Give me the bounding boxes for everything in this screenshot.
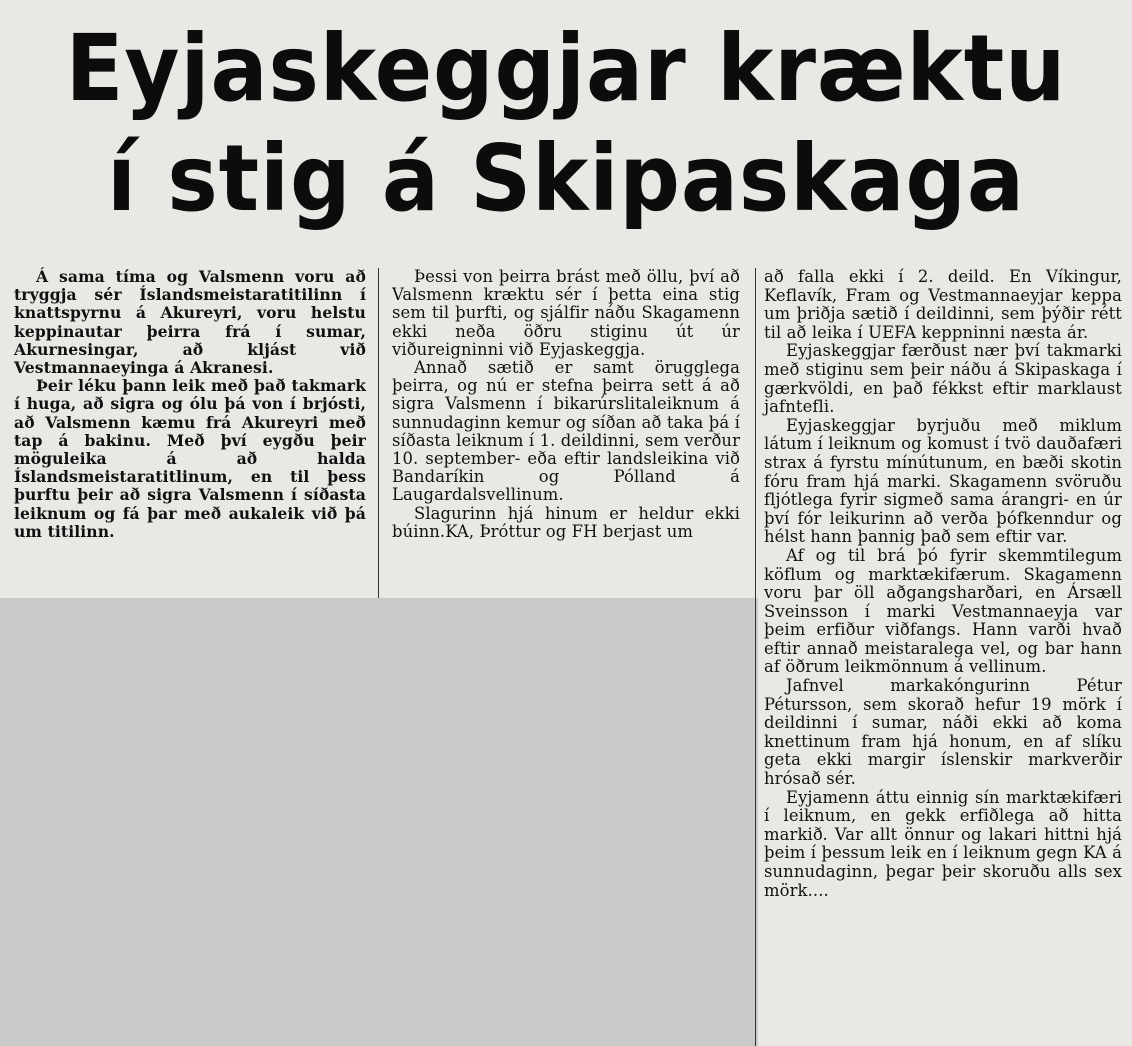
article-column-3	[764, 268, 1122, 900]
paragraph: Annað sætið er samt örugglega þeirra, og nú er stefna þeirra sett á að sigra Valsmenn í bikarúrslitaleiknum á sunnudaginn kemur og síðan að taka þá í síðasta leiknum í 1. deildinni, sem verður 10. september- eða eftir landsleikina við Bandaríkin og Pólland á Laugardalsvellinum.	[392, 358, 740, 505]
headline-line-1: Eyjaskeggjar kræktu	[65, 15, 1067, 122]
paragraph: Þeir léku þann leik með það takmark í huga, að sigra og ólu þá von í brjósti, að Valsmenn kæmu frá Akureyri með tap á bakinu. Með því eygðu þeir möguleika á að halda Íslandsmeistaratitlinum, en til þess þurftu þeir að sigra Valsmenn í síðasta leiknum og fá þar með aukaleik við þá um titilinn.	[14, 376, 366, 541]
column-divider-1	[378, 268, 379, 598]
paragraph: Af og til brá þó fyrir skemmtilegum köflum og marktækifærum. Skagamenn voru þar öll aðgangsharðari, en Ársæll Sveinsson í marki Vestmannaeyja var þeim erfiður viðfangs. Hann varði hvað eftir annað meistaralega vel, og bar hann af öðrum leikmönnum á vellinum.	[764, 545, 1122, 677]
paragraph: Þessi von þeirra brást með öllu, því að Valsmenn kræktu sér í þetta eina stig sem til þurfti, og sjálfir náðu Skagamenn ekki neða öðru stiginu út úr viðureigninni við Eyjaskeggja.	[392, 267, 740, 359]
headline	[0, 14, 1132, 234]
column-divider-2	[755, 268, 756, 1046]
paragraph: Slagurinn hjá hinum er heldur ekki búinn.KA, Þróttur og FH berjast um	[392, 503, 740, 541]
paragraph: Jafnvel markakóngurinn Pétur Pétursson, sem skorað hefur 19 mörk í deildinni í sumar, náði ekki að koma knettinum fram hjá honum, en af slíku geta ekki margir íslenskir markverðir hrósað sér.	[764, 676, 1122, 789]
paragraph: að falla ekki í 2. deild. En Víkingur, Keflavík, Fram og Vestmannaeyjar keppa um þriðja sætið í deildinni, sem þýðir rétt til að leika í UEFA keppninni næsta ár.	[764, 267, 1122, 342]
article-column-2	[392, 268, 740, 541]
paragraph: Eyjaskeggjar byrjuðu með miklum látum í leiknum og komust í tvö dauðafæri strax á fyrstu mínútunum, en bæði skotin fóru fram hjá marki. Skagamenn svöruðu fljótlega fyrir sigmeð sama árangri- en úr því fór leikurinn að verða þófkenndur og hélst hann þannig það sem eftir var.	[764, 415, 1122, 547]
headline-line-2: í stig á Skipaskaga	[107, 125, 1025, 232]
paragraph: Eyjamenn áttu einnig sín marktækifæri í leiknum, en gekk erfiðlega að hitta markið. Var allt önnur og lakari hittni hjá þeim í þessum leik en í leiknum gegn KA á sunnudaginn, þegar þeir skoruðu alls sex mörk....	[764, 787, 1122, 900]
article-column-1	[14, 268, 366, 541]
paragraph: Eyjaskeggjar færðust nær því takmarki með stiginu sem þeir náðu á Skipaskaga í gærkvöldi, en það fékkst eftir marklaust jafntefli.	[764, 341, 1122, 417]
paragraph: Á sama tíma og Valsmenn voru að tryggja sér Íslandsmeistaratitilinn í knattspyrnu á Akureyri, voru helstu keppinautar þeirra frá í sumar, Akurnesingar, að kljást við Vestmannaeyinga á Akranesi.	[14, 267, 366, 378]
